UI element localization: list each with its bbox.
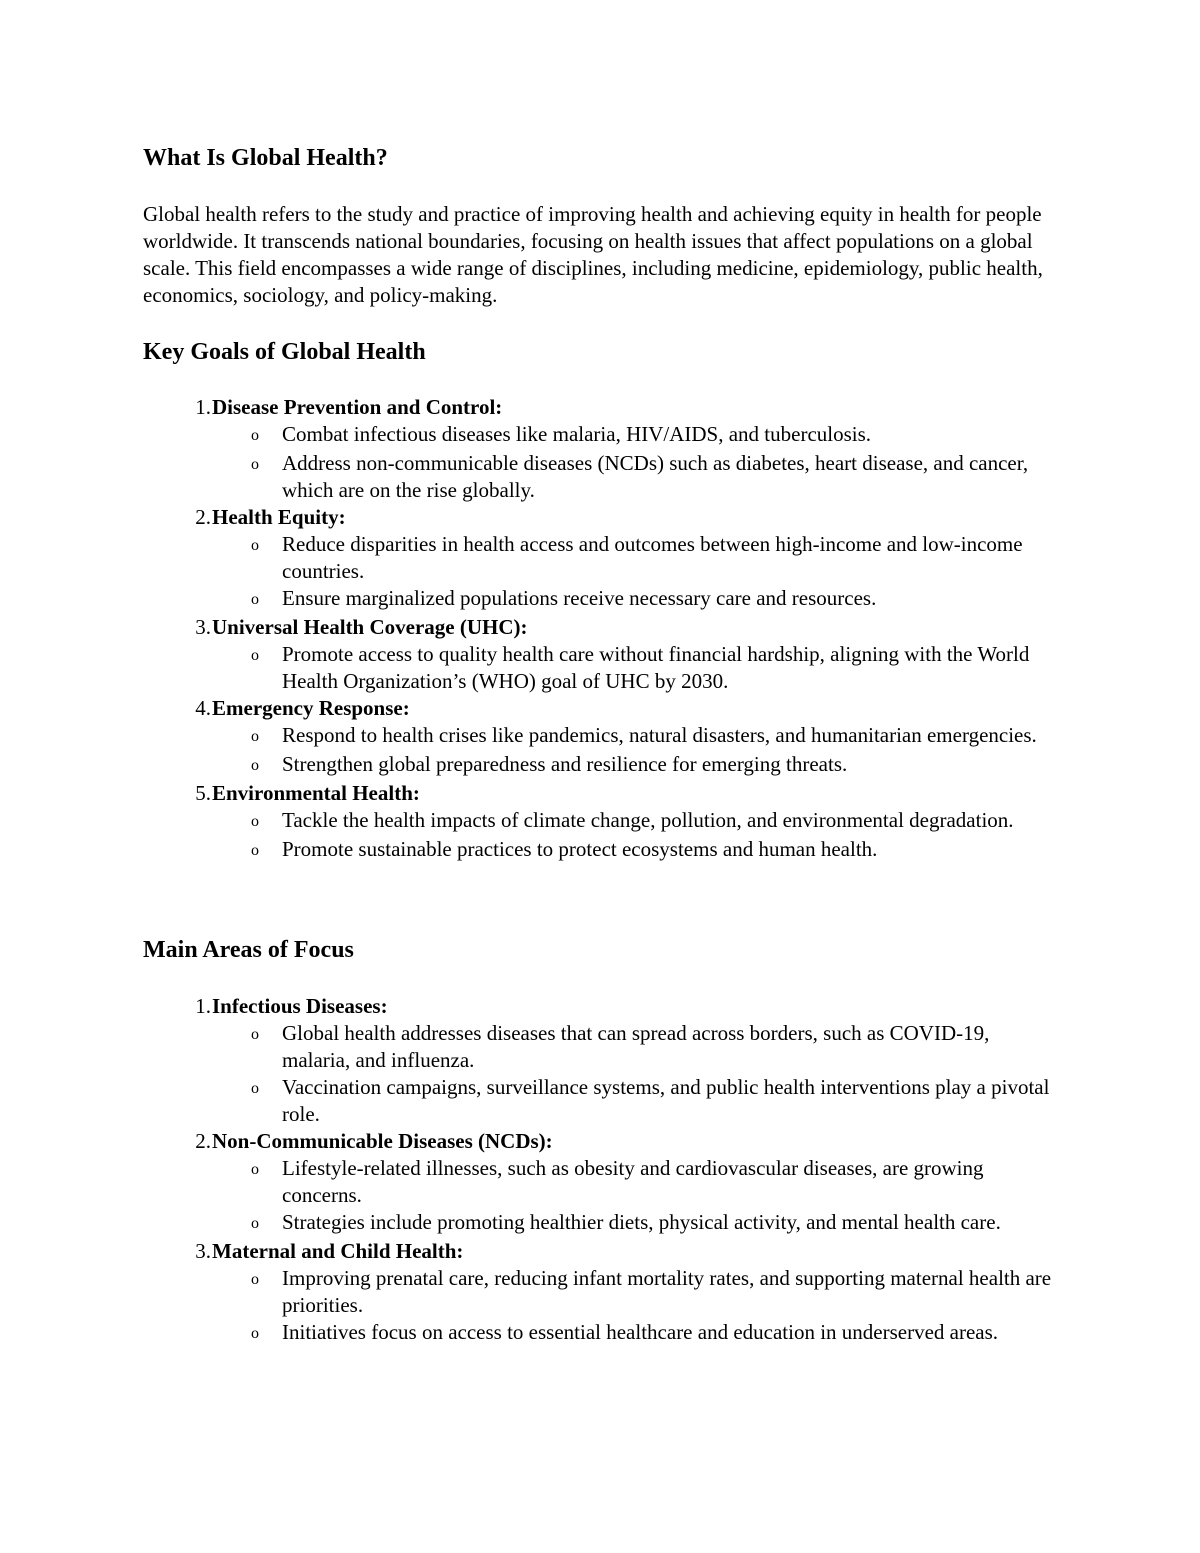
bullet-text: Tackle the health impacts of climate change, pollution, and environmental degradation. [282, 808, 1014, 832]
goal-item [143, 614, 1073, 695]
bullet-item [143, 1074, 1073, 1128]
bullet-text: Global health addresses diseases that can spread across borders, such as COVID-19, malaria, and influenza. [282, 1021, 990, 1072]
bullet-marker-icon: o [251, 757, 259, 774]
bullet-text: Combat infectious diseases like malaria, HIV/AIDS, and tuberculosis. [282, 422, 872, 446]
main-areas-list [143, 993, 1073, 1348]
bullet-text: Promote sustainable practices to protect ecosystems and human health. [282, 837, 878, 861]
list-number: 2. [195, 1129, 211, 1153]
bullet-marker-icon: o [251, 728, 259, 745]
bullet-item [143, 807, 1073, 836]
bullet-item [143, 585, 1073, 614]
bullet-marker-icon: o [251, 1215, 259, 1232]
bullet-marker-icon: o [251, 1161, 259, 1178]
list-number: 3. [195, 1239, 211, 1263]
focus-area-bullet-list [143, 1020, 1073, 1128]
bullet-text: Reduce disparities in health access and outcomes between high-income and low-income countries. [282, 532, 1023, 583]
bullet-item [143, 641, 1073, 695]
bullet-item [143, 1265, 1073, 1319]
bullet-item [143, 450, 1073, 504]
bullet-marker-icon: o [251, 427, 259, 444]
bullet-marker-icon: o [251, 813, 259, 830]
focus-area-item [143, 993, 1073, 1128]
bullet-item [143, 722, 1073, 751]
intro-paragraph: Global health refers to the study and practice of improving health and achieving equity in health for people worldwide. It transcends national boundaries, focusing on health issues that affect populations on a global scale. This field encompasses a wide range of disciplines, including medicine, epidemiology, public health, economics, sociology, and policy-making. [143, 202, 1043, 307]
bullet-marker-icon: o [251, 842, 259, 859]
list-number: 5. [195, 781, 211, 805]
bullet-text: Promote access to quality health care without financial hardship, aligning with the World Health Organization’s (WHO) goal of UHC by 2030. [282, 642, 1030, 693]
bullet-marker-icon: o [251, 456, 259, 473]
list-number: 1. [195, 395, 211, 419]
key-goals-list [143, 394, 1073, 865]
goal-item [143, 780, 1073, 865]
focus-area-item-label: Maternal and Child Health: [212, 1239, 464, 1263]
section-title-key-goals: Key Goals of Global Health [143, 339, 426, 365]
bullet-item [143, 531, 1073, 585]
goal-bullet-list [143, 531, 1073, 614]
goal-item [143, 394, 1073, 504]
bullet-marker-icon: o [251, 537, 259, 554]
goal-item-label: Emergency Response: [212, 696, 410, 720]
bullet-marker-icon: o [251, 1026, 259, 1043]
goal-item [143, 695, 1073, 780]
bullet-marker-icon: o [251, 647, 259, 664]
focus-area-bullet-list [143, 1155, 1073, 1238]
bullet-text: Address non-communicable diseases (NCDs) such as diabetes, heart disease, and cancer, which are on the rise globally. [282, 451, 1029, 502]
goal-item-label: Disease Prevention and Control: [212, 395, 503, 419]
bullet-item [143, 1020, 1073, 1074]
goal-item-label: Health Equity: [212, 505, 346, 529]
goal-item [143, 504, 1073, 614]
goal-item-label: Environmental Health: [212, 781, 420, 805]
list-number: 4. [195, 696, 211, 720]
bullet-marker-icon: o [251, 591, 259, 608]
goal-item-label: Universal Health Coverage (UHC): [212, 615, 528, 639]
list-number: 1. [195, 994, 211, 1018]
bullet-marker-icon: o [251, 1271, 259, 1288]
goal-bullet-list [143, 807, 1073, 865]
section-title-main-areas: Main Areas of Focus [143, 937, 354, 963]
list-number: 2. [195, 505, 211, 529]
bullet-item [143, 421, 1073, 450]
bullet-text: Improving prenatal care, reducing infant mortality rates, and supporting maternal health are priorities. [282, 1266, 1052, 1317]
focus-area-item-label: Non-Communicable Diseases (NCDs): [212, 1129, 553, 1153]
bullet-item [143, 751, 1073, 780]
bullet-text: Lifestyle-related illnesses, such as obesity and cardiovascular diseases, are growing concerns. [282, 1156, 984, 1207]
goal-bullet-list [143, 722, 1073, 780]
goal-bullet-list [143, 421, 1073, 504]
bullet-marker-icon: o [251, 1080, 259, 1097]
focus-area-item [143, 1238, 1073, 1348]
bullet-item [143, 836, 1073, 865]
bullet-text: Strategies include promoting healthier diets, physical activity, and mental health care. [282, 1210, 1001, 1234]
list-number: 3. [195, 615, 211, 639]
focus-area-bullet-list [143, 1265, 1073, 1348]
bullet-item [143, 1319, 1073, 1348]
bullet-text: Respond to health crises like pandemics, natural disasters, and humanitarian emergencies. [282, 723, 1037, 747]
bullet-item [143, 1209, 1073, 1238]
goal-bullet-list [143, 641, 1073, 695]
section-title-what-is-global-health: What Is Global Health? [143, 145, 388, 171]
bullet-text: Strengthen global preparedness and resilience for emerging threats. [282, 752, 848, 776]
bullet-text: Initiatives focus on access to essential healthcare and education in underserved areas. [282, 1320, 999, 1344]
bullet-text: Vaccination campaigns, surveillance systems, and public health interventions play a pivotal role. [282, 1075, 1050, 1126]
bullet-marker-icon: o [251, 1325, 259, 1342]
bullet-item [143, 1155, 1073, 1209]
focus-area-item-label: Infectious Diseases: [212, 994, 388, 1018]
focus-area-item [143, 1128, 1073, 1238]
bullet-text: Ensure marginalized populations receive necessary care and resources. [282, 586, 877, 610]
